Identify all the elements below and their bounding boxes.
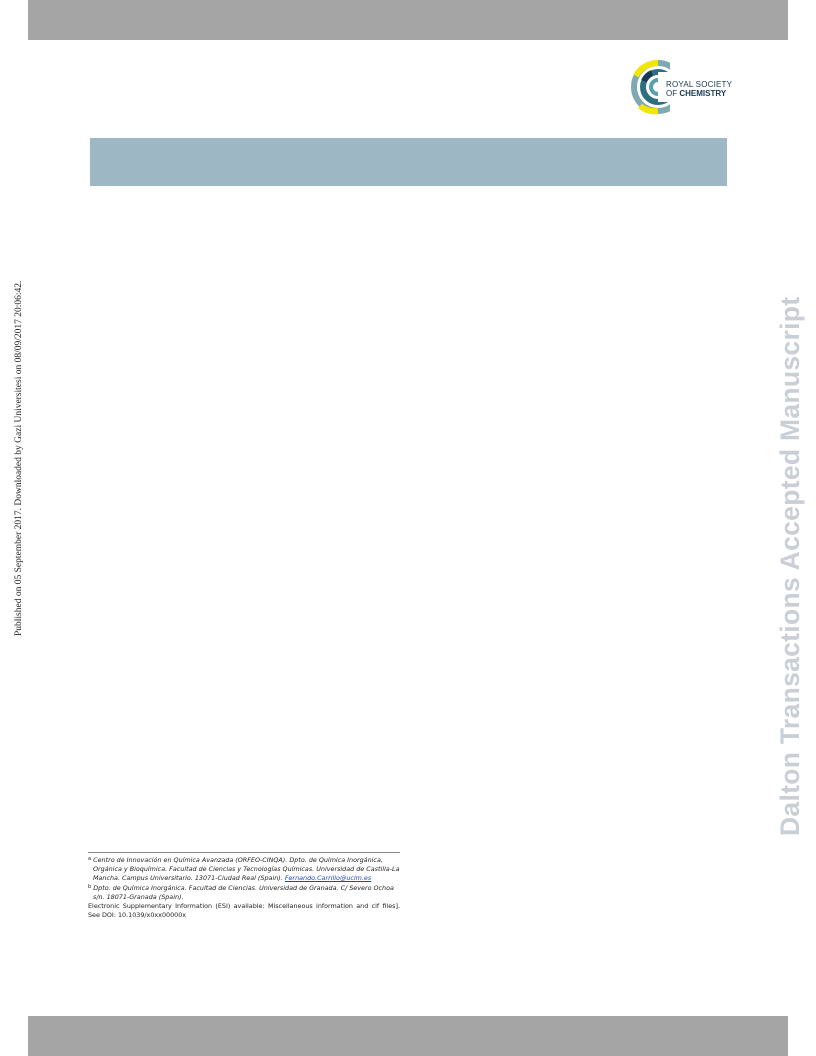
header-bar: [28, 0, 788, 40]
corresponding-email-link[interactable]: Fernando.Carrillo@uclm.es: [284, 874, 372, 883]
footnotes: [88, 852, 400, 920]
footer-bar: [28, 1016, 788, 1056]
footnote-a: $^a$ Centro de Innovación en Química Avanzada (ORFEO-CINQA). Dpto. de Química Inorgánica, Orgánica y Bioquímica. Facultad de Ciencias y Tecnologías Químicas. Universidad de Castilla-La Mancha. Campus Universitario. 13071-Ciudad Real (Spain). Fernando.Carrillo@uclm.es: [88, 856, 400, 883]
logo-line-1: ROYAL SOCIETY: [666, 80, 733, 89]
accepted-manuscript-watermark: Dalton Transactions Accepted Manuscript: [775, 296, 805, 836]
logo-line-2: OF CHEMISTRY: [666, 89, 727, 98]
footnote-b: $^b$ Dpto. de Química Inorgánica. Facultad de Ciencias. Universidad de Granada. C/ Severo Ochoa s/n. 18071-Granada (Spain).: [88, 883, 394, 901]
rsc-logo-mark: [630, 54, 670, 120]
published-notice: Published on 05 September 2017. Downloaded by Gazi Universitesi on 08/09/2017 20:06:42.: [14, 280, 24, 636]
title-band: [90, 138, 727, 186]
rsc-logo: [630, 54, 733, 120]
rsc-logo-text: [666, 80, 732, 98]
esi-note: Electronic Supplementary Information (ESI) available: Miscellaneous information and cif files]. See DOI: 10.1039/x0xx00000x: [88, 902, 400, 920]
